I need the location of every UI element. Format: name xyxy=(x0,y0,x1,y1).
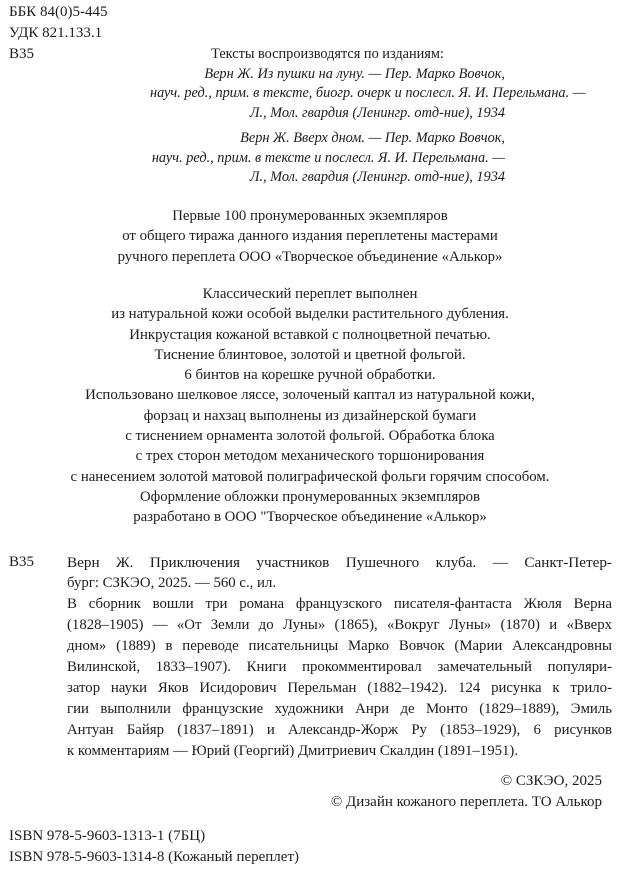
note-line: Первые 100 пронумерованных экземпляров xyxy=(172,208,448,224)
binding-line: из натуральной кожи особой выделки растительного дубления. xyxy=(111,306,509,323)
source-line: Л., Мол. гвардия (Ленингр. отд-ние), 1934 xyxy=(249,104,505,121)
binding-description xyxy=(0,284,620,528)
binding-line: Тиснение блинтовое, золотой и цветной фольгой. xyxy=(154,346,466,363)
binding-line: 6 бинтов на корешке ручной обработки. xyxy=(184,367,436,384)
binding-line: Оформление обложки пронумерованных экземпляров xyxy=(139,488,481,505)
source-line: науч. ред., прим. в тексте, биогр. очерк и послесл. Я. И. Перельмана. — xyxy=(150,85,586,101)
note-line: от общего тиража данного издания переплетены мастерами xyxy=(122,228,498,245)
source-line: науч. ред., прим. в тексте и послесл. Я. И. Перельмана. — xyxy=(151,149,505,166)
biblio-line: Верн Ж. Приключения участников Пушечного клуба. — Санкт-Петер- xyxy=(67,554,612,571)
binding-line: с нанесением золотой матовой полиграфической фольги горячим способом. xyxy=(70,468,550,485)
isbn-line: ISBN 978-5-9603-1313-1 (7БЦ) xyxy=(9,828,206,844)
binding-line: Классический переплет выполнен xyxy=(202,286,418,302)
udk-code: УДК 821.133.1 xyxy=(9,25,103,41)
classification-codes xyxy=(9,2,107,65)
biblio-line: В сборник вошли три романа французского писателя-фантаста Жюля Верна xyxy=(67,596,612,612)
biblio-line: к комментариям — Юрий (Георгий) Дмитриевич Скалдин (1891–1951). xyxy=(67,743,519,759)
biblio-line: затор науки Яков Исидорович Перельман (1882–1942). 124 рисунка к трило- xyxy=(67,680,612,696)
biblio-line: (1828–1905) — «От Земли до Луны» (1865), «Вокруг Луны» (1870) и «Вверх xyxy=(67,617,612,633)
isbn-line: ISBN 978-5-9603-1314-8 (Кожаный переплет) xyxy=(9,849,300,865)
biblio-author-mark: В35 xyxy=(9,554,35,570)
source-line: Л., Мол. гвардия (Ленингр. отд-ние), 1934 xyxy=(249,169,505,185)
biblio-line: гии выполнили французские художники Анри де Монто (1829–1889), Эмиль xyxy=(67,701,612,717)
copyright-line: © Дизайн кожаного переплета. ТО Алькор xyxy=(330,794,602,810)
sources-lead: Тексты воспроизводятся по изданиям: xyxy=(211,46,444,62)
copyright-line: © СЗКЭО, 2025 xyxy=(500,773,602,789)
biblio-line: Антуан Байяр (1837–1891) и Александр-Жорж Ру (1853–1929), 6 рисунков xyxy=(67,722,612,738)
numbered-copies-note xyxy=(0,206,620,267)
source-entry-1 xyxy=(150,65,586,124)
source-editions xyxy=(150,45,586,188)
binding-line: Инкрустация кожаной вставкой с полноцветной печатью. xyxy=(129,326,491,343)
author-mark: В35 xyxy=(9,46,35,62)
copyright-notice xyxy=(331,771,602,813)
binding-line: с тиснением орнамента золотой фольгой. Обработка блока xyxy=(125,428,495,445)
source-entry-2 xyxy=(150,129,505,188)
binding-line: с трех сторон методом механического торшонирования xyxy=(135,448,485,465)
binding-line: разработано в ООО "Творческое объединение «Алькор» xyxy=(133,509,487,526)
isbn-block xyxy=(9,826,299,868)
biblio-description xyxy=(67,552,612,762)
binding-line: Использовано шелковое ляссе, золоченый каптал из натуральной кожи, xyxy=(85,387,535,404)
binding-line: форзац и нахзац выполнены из дизайнерской бумаги xyxy=(143,407,477,424)
bbk-code: ББК 84(0)5-445 xyxy=(9,4,108,20)
source-line: Верн Ж. Из пушки на луну. — Пер. Марко Вовчок, xyxy=(204,65,505,82)
biblio-line: Вилинской, 1833–1907). Книги прокомментировал замечательный популяри- xyxy=(67,659,612,675)
biblio-line: бург: СЗКЭО, 2025. — 560 с., ил. xyxy=(67,575,277,591)
note-line: ручного переплета ООО «Творческое объединение «Алькор» xyxy=(117,248,503,265)
biblio-line: дном» (1889) в переводе писательницы Марко Вовчок (Марии Александровны xyxy=(67,638,612,654)
source-line: Верн Ж. Вверх дном. — Пер. Марко Вовчок, xyxy=(240,130,505,146)
